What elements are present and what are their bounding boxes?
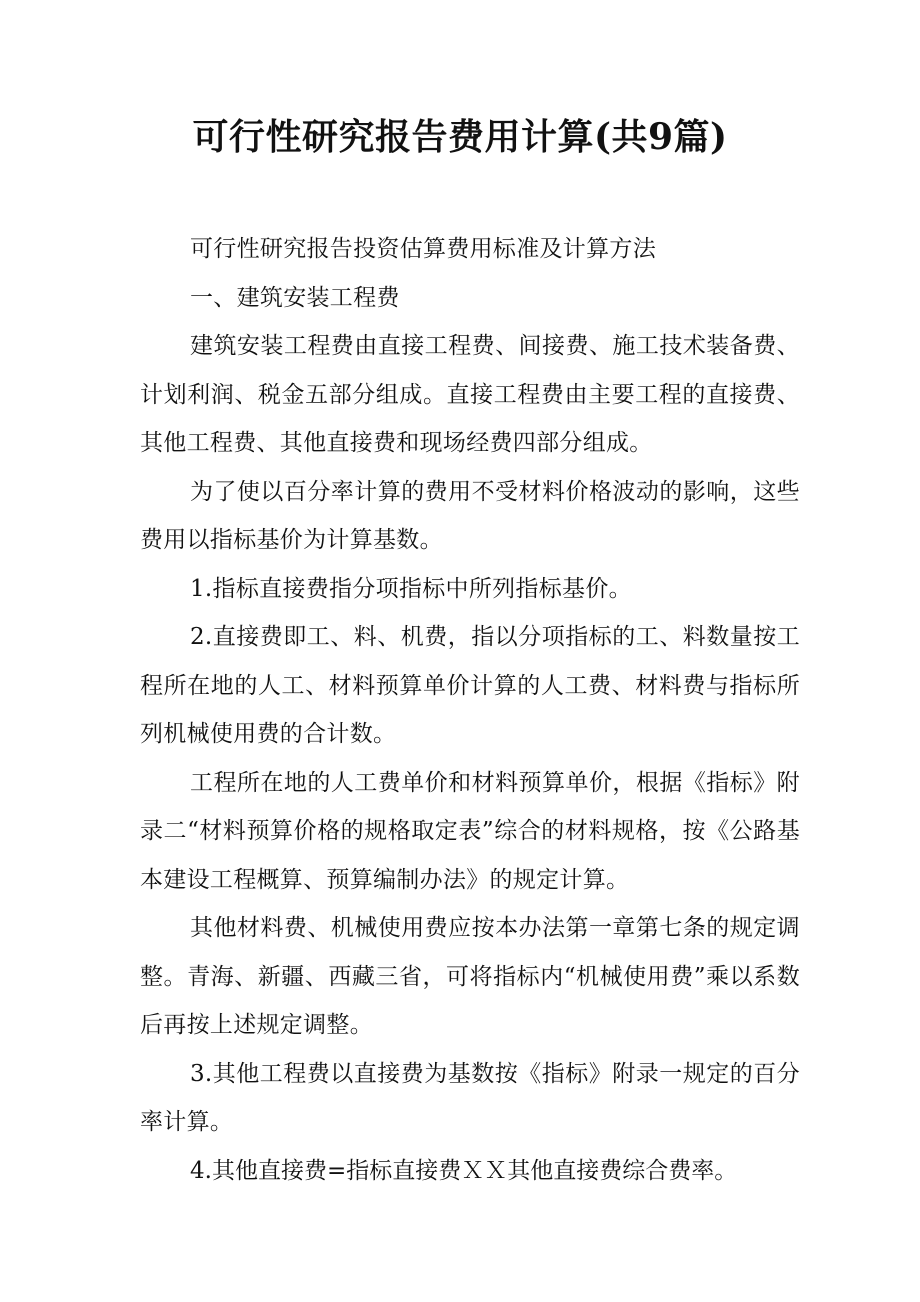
section-heading-construction-cost: 一、建筑安装工程费 [190, 284, 400, 311]
list-item-3-other-engineering-cost: 3.其他工程费以直接费为基数按《指标》附录一规定的百分率计算。 [140, 1060, 800, 1135]
document-body [140, 225, 800, 1195]
document-title: 可行性研究报告费用计算(共9篇) [192, 116, 728, 158]
paragraph-percentage-basis: 为了使以百分率计算的费用不受材料价格波动的影响，这些费用以指标基价为计算基数。 [140, 478, 800, 553]
list-item-2-labor-material-machine: 2.直接费即工、料、机费，指以分项指标的工、料数量按工程所在地的人工、材料预算单价计算的人工费、材料费与指标所列机械使用费的合计数。 [140, 624, 800, 747]
list-item-1-direct-cost: 1.指标直接费指分项指标中所列指标基价。 [190, 575, 632, 602]
paragraph-adjustment-rules: 其他材料费、机械使用费应按本办法第一章第七条的规定调整。青海、新疆、西藏三省，可将指标内“机械使用费”乘以系数后再按上述规定调整。 [140, 915, 800, 1038]
list-item-4-other-direct-cost: 4.其他直接费=指标直接费ＸＸ其他直接费综合费率。 [190, 1157, 738, 1184]
section-heading-estimate-standards: 可行性研究报告投资估算费用标准及计算方法 [190, 236, 656, 262]
paragraph-cost-composition: 建筑安装工程费由直接工程费、间接费、施工技术装备费、计划利润、税金五部分组成。直接工程费由主要工程的直接费、其他工程费、其他直接费和现场经费四部分组成。 [140, 333, 800, 456]
paragraph-unit-price-rules: 工程所在地的人工费单价和材料预算单价，根据《指标》附录二“材料预算价格的规格取定表”综合的材料规格，按《公路基本建设工程概算、预算编制办法》的规定计算。 [140, 769, 800, 893]
